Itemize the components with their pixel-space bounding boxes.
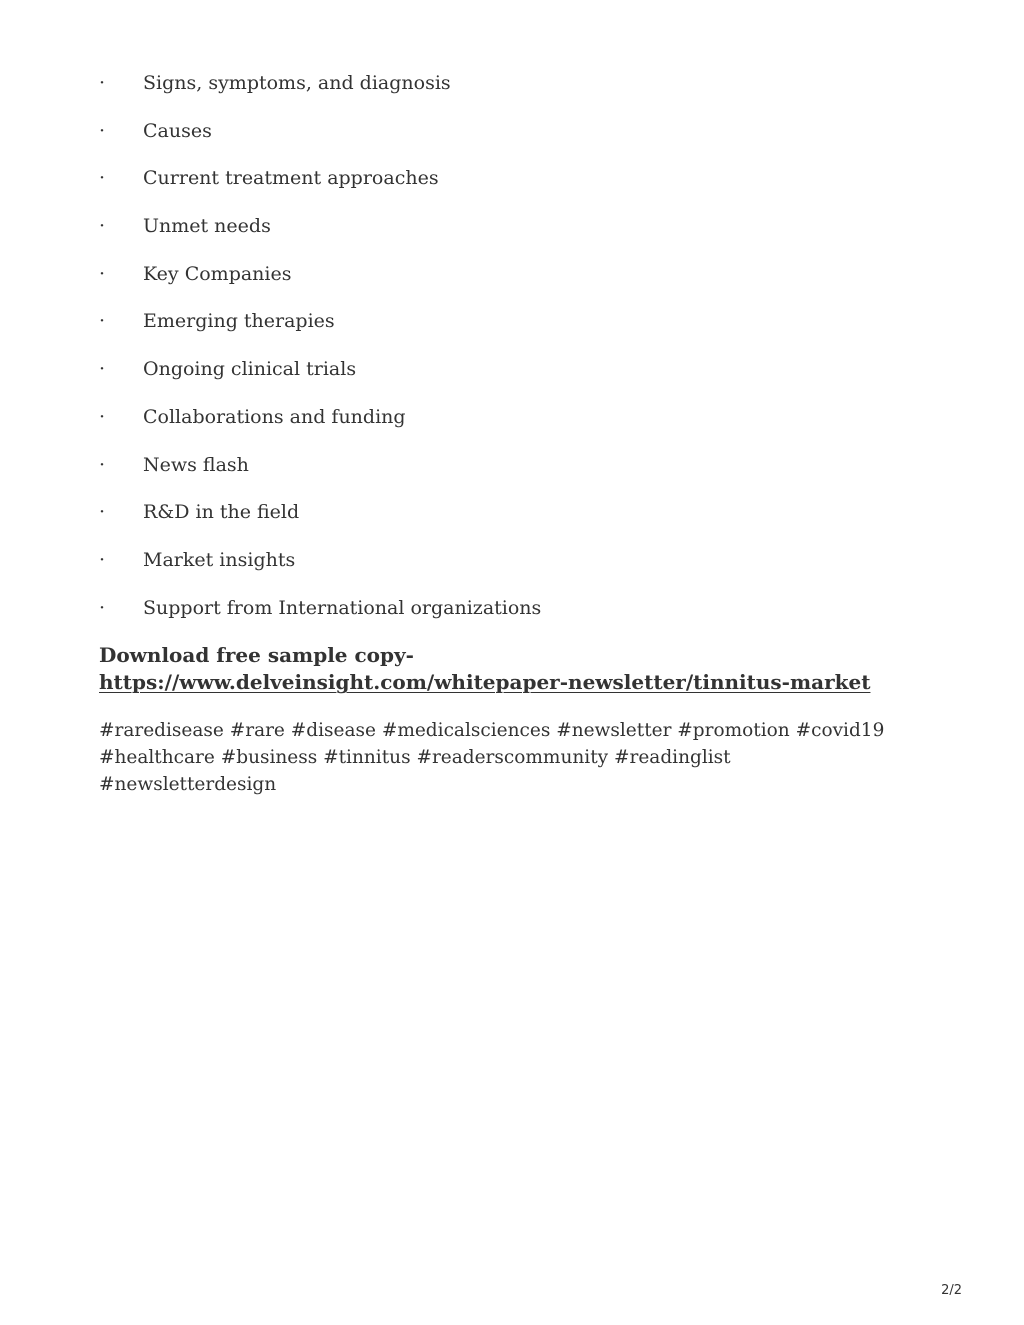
list-item-text: Causes xyxy=(143,119,212,142)
download-paragraph xyxy=(99,642,889,696)
list-item-text: Emerging therapies xyxy=(143,310,335,333)
list-item xyxy=(99,452,919,500)
list-item xyxy=(99,118,919,166)
bullet-marker: · xyxy=(99,262,106,285)
list-item xyxy=(99,547,919,595)
list-item-text: Market insights xyxy=(143,548,296,571)
list-item-text: Ongoing clinical trials xyxy=(143,358,357,381)
list-item-text: Support from International organizations xyxy=(143,596,542,619)
list-item xyxy=(99,165,919,213)
bullet-marker: · xyxy=(99,215,106,238)
bullet-marker: · xyxy=(99,501,106,524)
list-item-text: R&D in the field xyxy=(143,501,300,524)
topics-list xyxy=(99,70,919,642)
list-item-text: Current treatment approaches xyxy=(143,167,439,190)
list-item xyxy=(99,595,919,643)
bullet-marker: · xyxy=(99,358,106,381)
download-label: Download free sample copy- xyxy=(99,643,414,667)
list-item-text: Unmet needs xyxy=(143,215,271,238)
list-item xyxy=(99,499,919,547)
bullet-marker: · xyxy=(99,119,106,142)
bullet-marker: · xyxy=(99,167,106,190)
bullet-marker: · xyxy=(99,596,106,619)
download-link[interactable]: https://www.delveinsight.com/whitepaper-newsletter/tinnitus-market xyxy=(99,670,871,694)
list-item xyxy=(99,261,919,309)
list-item xyxy=(99,213,919,261)
list-item xyxy=(99,356,919,404)
hashtags-line-1: #raredisease #rare #disease #medicalsciences #newsletter #promotion #covid19 xyxy=(99,720,885,741)
list-item xyxy=(99,404,919,452)
list-item-text: News flash xyxy=(143,453,249,476)
list-item-text: Collaborations and funding xyxy=(143,405,406,428)
bullet-marker: · xyxy=(99,548,106,571)
list-item xyxy=(99,70,919,118)
bullet-marker: · xyxy=(99,405,106,428)
list-item-text: Signs, symptoms, and diagnosis xyxy=(143,72,451,94)
hashtags-line-2: #healthcare #business #tinnitus #readerscommunity #readinglist #newsletterdesign xyxy=(99,747,731,795)
list-item-text: Key Companies xyxy=(143,262,292,285)
hashtags-paragraph xyxy=(99,717,899,798)
bullet-marker: · xyxy=(99,310,106,333)
bullet-marker: · xyxy=(99,72,106,94)
page-number: 2/2 xyxy=(941,1283,962,1298)
list-item xyxy=(99,308,919,356)
bullet-marker: · xyxy=(99,453,106,476)
